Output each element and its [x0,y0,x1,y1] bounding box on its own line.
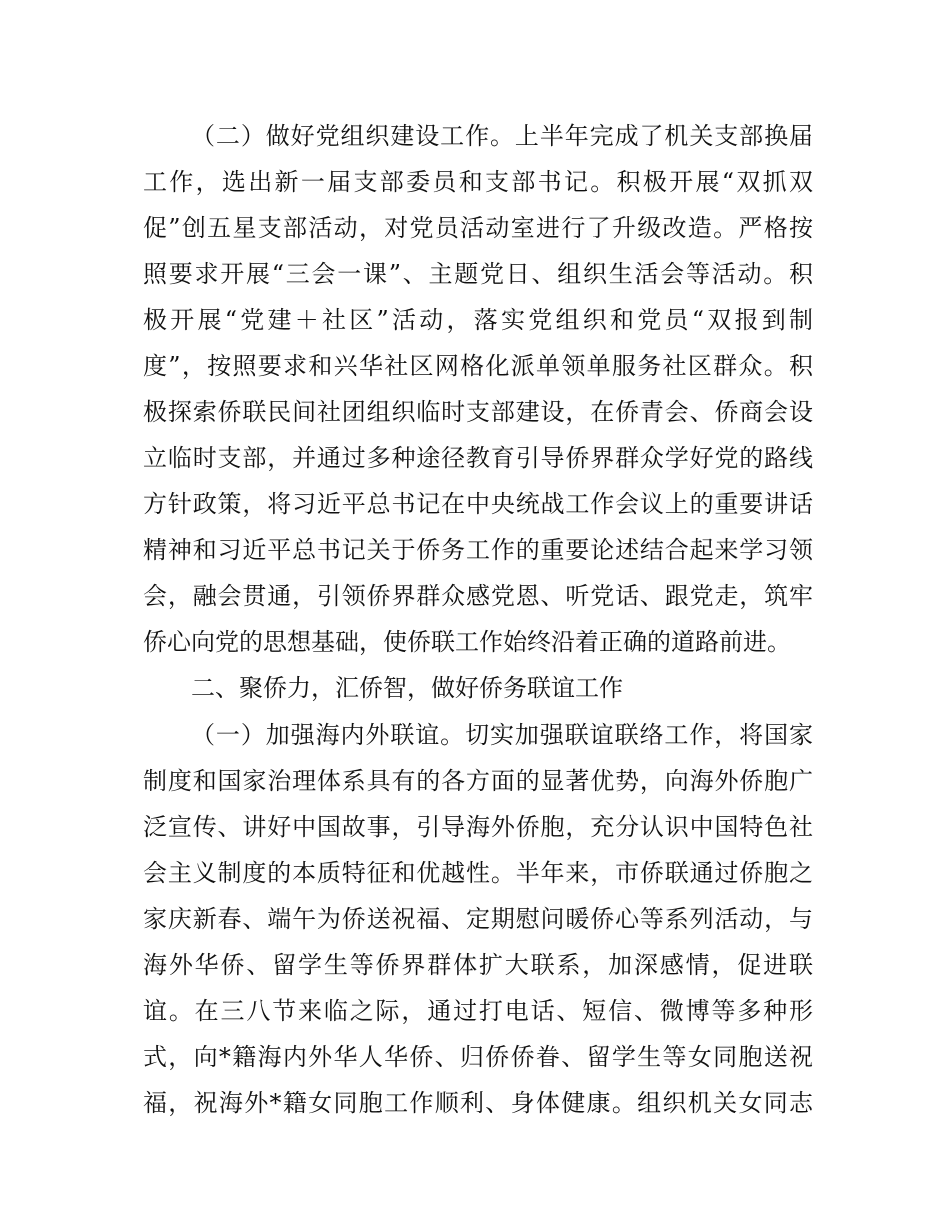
text-line: 家庆新春、端午为侨送祝福、定期慰问暖侨心等系列活动，与 [143,905,813,933]
text-line: （一）加强海内外联谊。切实加强联谊联络工作，将国家 [191,721,813,749]
text-line: 制度和国家治理体系具有的各方面的显著优势，向海外侨胞广 [143,767,813,795]
text-line: 谊。在三八节来临之际，通过打电话、短信、微博等多种形 [143,997,813,1025]
text-line: 式，向*籍海内外华人华侨、归侨侨眷、留学生等女同胞送祝 [143,1043,813,1071]
text-line: 侨心向党的思想基础，使侨联工作始终沿着正确的道路前进。 [143,628,791,656]
text-line: 方针政策，将习近平总书记在中央统战工作会议上的重要讲话 [143,490,813,518]
text-line: 促”创五星支部活动，对党员活动室进行了升级改造。严格按 [143,214,813,242]
text-line: 会主义制度的本质特征和优越性。半年来，市侨联通过侨胞之 [143,859,813,887]
text-line: 精神和习近平总书记关于侨务工作的重要论述结合起来学习领 [143,536,813,564]
text-line: 会，融会贯通，引领侨界群众感党恩、听党话、跟党走，筑牢 [143,582,813,610]
text-line: 照要求开展“三会一课”、主题党日、组织生活会等活动。积 [143,260,813,288]
text-line: 立临时支部，并通过多种途径教育引导侨界群众学好党的路线 [143,444,813,472]
text-line: 极探索侨联民间社团组织临时支部建设，在侨青会、侨商会设 [143,398,813,426]
text-line: （二）做好党组织建设工作。上半年完成了机关支部换届 [191,122,813,150]
text-line: 海外华侨、留学生等侨界群体扩大联系，加深感情，促进联 [143,951,813,979]
text-line: 度”，按照要求和兴华社区网格化派单领单服务社区群众。积 [143,352,813,380]
text-line: 极开展“党建＋社区”活动，落实党组织和党员“双报到制 [143,306,813,334]
section-heading: 二、聚侨力，汇侨智，做好侨务联谊工作 [191,674,623,702]
text-line: 福，祝海外*籍女同胞工作顺利、身体健康。组织机关女同志 [143,1089,813,1117]
text-line: 泛宣传、讲好中国故事，引导海外侨胞，充分认识中国特色社 [143,813,813,841]
text-line: 工作，选出新一届支部委员和支部书记。积极开展“双抓双 [143,168,813,196]
